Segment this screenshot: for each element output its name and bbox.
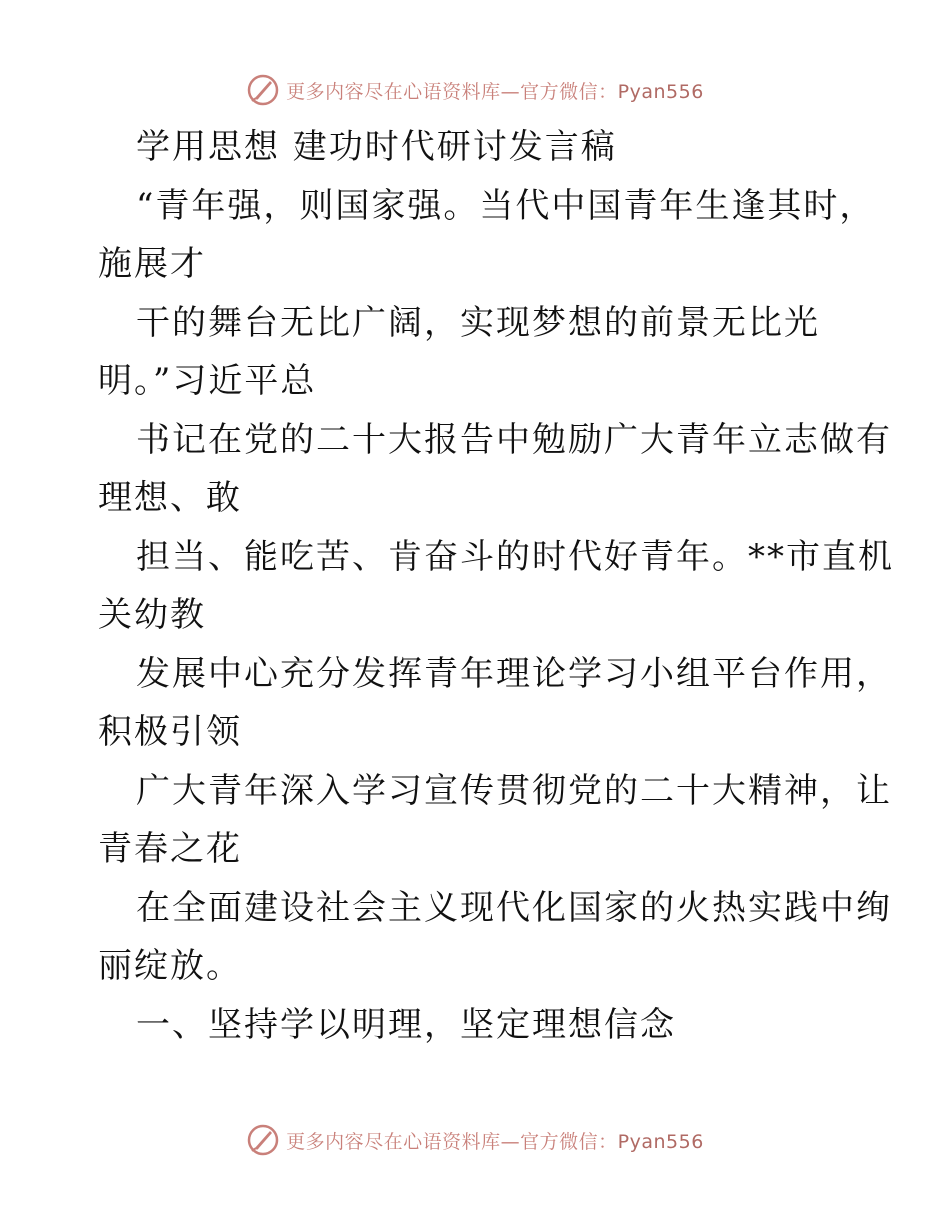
banner-label: 更多内容尽在心语资料库—官方微信： — [286, 1130, 618, 1153]
banner-wechat-id: Pyan556 — [617, 80, 704, 103]
quill-pen-logo-icon — [246, 73, 280, 107]
banner-wechat-id: Pyan556 — [617, 1130, 704, 1153]
banner-text — [286, 77, 704, 104]
paragraph-line: 在全面建设社会主义现代化国家的火热实践中绚 — [136, 887, 892, 928]
document-title: 学用思想 建功时代研讨发言稿 — [136, 127, 617, 167]
document-body — [98, 118, 894, 1054]
paragraph-line: 关幼教 — [98, 595, 206, 635]
banner-text — [286, 1127, 704, 1154]
paragraph-line: 发展中心充分发挥青年理论学习小组平台作用， — [136, 653, 892, 694]
banner-label: 更多内容尽在心语资料库—官方微信： — [286, 80, 618, 103]
footer-watermark-banner — [0, 1120, 950, 1160]
paragraph-line: 积极引领 — [98, 712, 242, 752]
paragraph-line: 明。”习近平总 — [98, 361, 317, 401]
paragraph-line: 丽绽放。 — [98, 946, 242, 986]
paragraph-line: “青年强，则国家强。当代中国青年生逢其时， — [136, 185, 876, 226]
paragraph-line: 施展才 — [98, 244, 206, 284]
header-watermark-banner — [0, 70, 950, 110]
paragraph-line: 广大青年深入学习宣传贯彻党的二十大精神，让 — [136, 770, 892, 811]
paragraph-line: 干的舞台无比广阔，实现梦想的前景无比光 — [136, 302, 820, 343]
paragraph-line: 青春之花 — [98, 829, 242, 869]
quill-pen-logo-icon — [246, 1123, 280, 1157]
paragraph-line: 理想、敢 — [98, 478, 242, 518]
paragraph-line: 一、坚持学以明理，坚定理想信念 — [136, 1004, 676, 1045]
paragraph-line: 担当、能吃苦、肯奋斗的时代好青年。**市直机 — [136, 536, 894, 577]
paragraph-line: 书记在党的二十大报告中勉励广大青年立志做有 — [136, 419, 892, 460]
